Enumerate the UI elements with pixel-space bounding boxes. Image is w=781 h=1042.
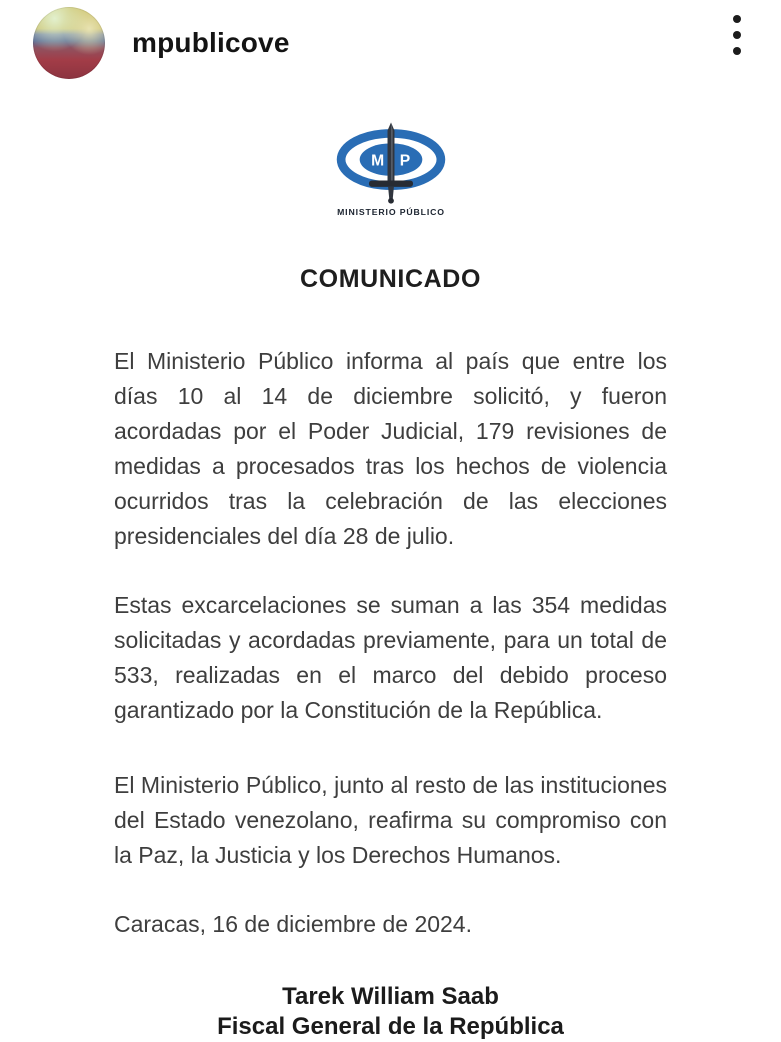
signature-name: Tarek William Saab [282, 983, 499, 1010]
avatar[interactable] [33, 7, 105, 79]
communique-paragraph-2: Estas excarcelaciones se suman a las 354 medidas solicitadas y acordadas previamente, para un total de 533, realizadas en el marco del debido proceso garantizado por la Constitución de la República. [114, 592, 667, 723]
signature-title: Fiscal General de la República [217, 1013, 564, 1040]
kebab-dot [733, 15, 741, 23]
communique-title: COMUNICADO [300, 265, 481, 293]
logo-monogram-m: M [370, 152, 384, 170]
logo-monogram-p: P [399, 152, 410, 170]
ministerio-publico-logo-icon [333, 122, 449, 218]
post-header [0, 0, 781, 82]
more-options-icon[interactable] [731, 13, 743, 57]
logo-caption: MINISTERIO PÚBLICO [336, 207, 445, 218]
communique-image[interactable] [0, 122, 781, 1042]
communique-paragraph-1: El Ministerio Público informa al país que entre los días 10 al 14 de diciembre solicitó, y fueron acordadas por el Poder Judicial, 179 revisiones de medidas a procesados tras los hechos de violencia ocurridos tras la celebración de las elecciones presidenciales del día 28 de julio. [114, 348, 667, 549]
username[interactable]: mpublicove [132, 27, 290, 58]
signature-block [114, 982, 667, 1042]
kebab-dot [733, 47, 741, 55]
communique-paragraph-3: El Ministerio Público, junto al resto de las instituciones del Estado venezolano, reafirma su compromiso con la Paz, la Justicia y los Derechos Humanos. [114, 772, 667, 868]
ministerio-publico-logo [114, 122, 667, 223]
dateline: Caracas, 16 de diciembre de 2024. [114, 911, 472, 937]
kebab-dot [733, 31, 741, 39]
